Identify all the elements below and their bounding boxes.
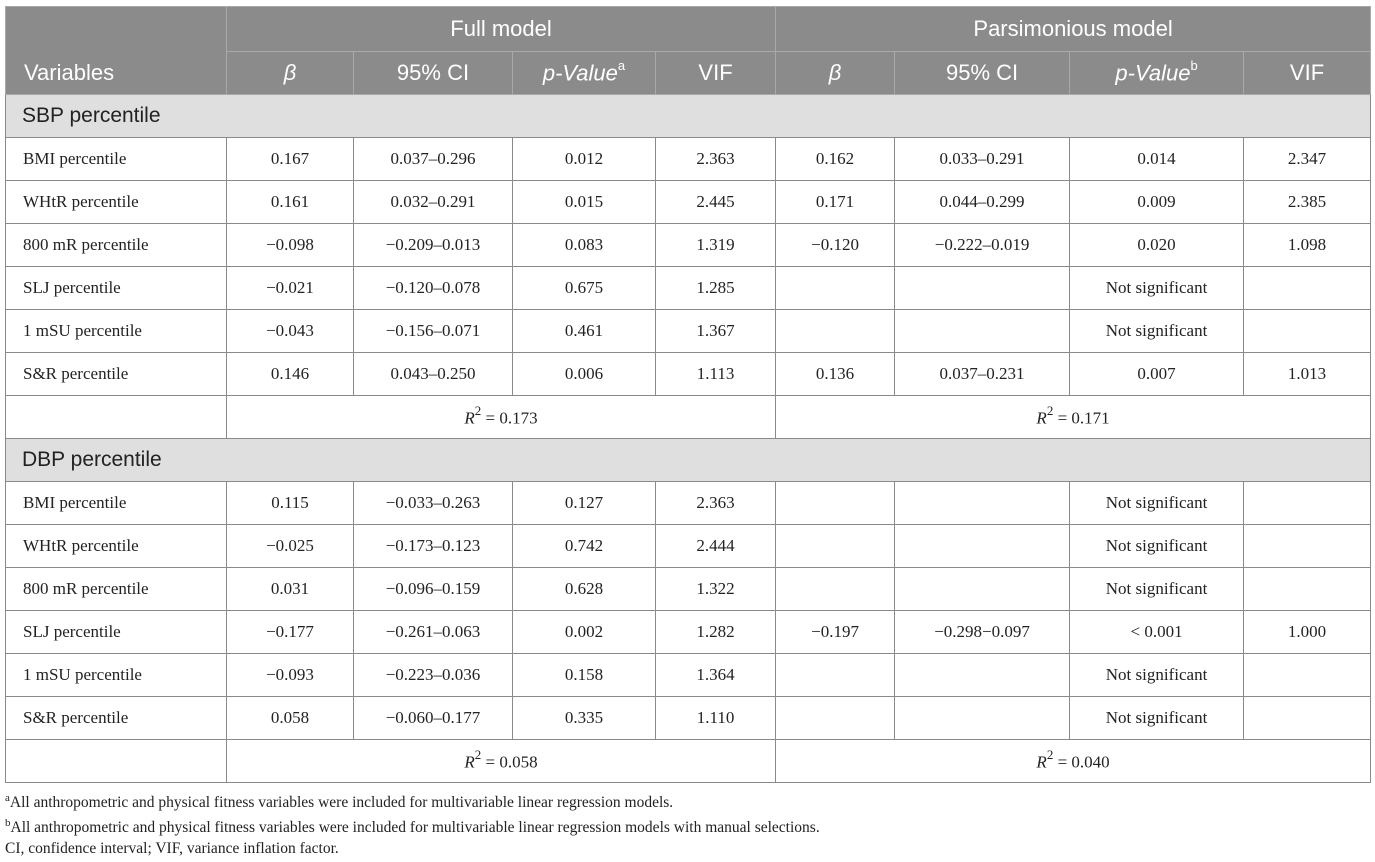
footnote-marker-b: b — [1190, 57, 1198, 73]
footnote-text: All anthropometric and physical fitness variables were included for multivariable linear regression models. — [9, 794, 674, 812]
pars-p-cell: 0.020 — [1070, 224, 1244, 267]
footnote — [5, 811, 1370, 836]
pars-vif-cell — [1244, 482, 1371, 525]
full-beta-cell: 0.031 — [227, 568, 354, 611]
full-beta-cell: −0.043 — [227, 310, 354, 353]
empty-cell — [6, 396, 227, 439]
variable-cell: WHtR percentile — [6, 181, 227, 224]
pars-p-cell: Not significant — [1070, 568, 1244, 611]
r-squared-exponent: 2 — [1046, 403, 1054, 419]
r-squared-full — [227, 740, 776, 783]
full-beta-cell: 0.146 — [227, 353, 354, 396]
pars-beta-cell — [776, 482, 895, 525]
full-vif-cell: 1.282 — [656, 611, 776, 654]
pars-p-cell: Not significant — [1070, 267, 1244, 310]
r-squared-label: R — [1036, 408, 1047, 428]
full-ci-cell: 0.032–0.291 — [354, 181, 513, 224]
r-squared-pars — [776, 740, 1371, 783]
pars-beta-cell — [776, 568, 895, 611]
pars-p-cell: Not significant — [1070, 697, 1244, 740]
table-row — [6, 181, 1371, 224]
full-p-cell: 0.742 — [513, 525, 656, 568]
full-vif-cell: 1.285 — [656, 267, 776, 310]
table-row — [6, 224, 1371, 267]
header-row-groups — [6, 7, 1371, 52]
table-row — [6, 353, 1371, 396]
pars-beta-cell — [776, 267, 895, 310]
variable-cell: 800 mR percentile — [6, 224, 227, 267]
full-ci-cell: −0.156–0.071 — [354, 310, 513, 353]
variable-cell: BMI percentile — [6, 482, 227, 525]
pars-ci-cell: 0.033–0.291 — [895, 138, 1070, 181]
pars-ci-cell: −0.298−0.097 — [895, 611, 1070, 654]
r-squared-label: R — [1036, 752, 1047, 772]
table-row — [6, 267, 1371, 310]
full-p-cell: 0.461 — [513, 310, 656, 353]
full-ci-cell: 0.043–0.250 — [354, 353, 513, 396]
full-beta-cell: 0.058 — [227, 697, 354, 740]
pars-p-cell: 0.009 — [1070, 181, 1244, 224]
pars-beta-header: β — [776, 52, 895, 95]
pars-ci-cell: 0.037–0.231 — [895, 353, 1070, 396]
variables-header: Variables — [6, 7, 227, 95]
full-ci-cell: −0.261–0.063 — [354, 611, 513, 654]
variable-cell: SLJ percentile — [6, 267, 227, 310]
table-row — [6, 697, 1371, 740]
pars-vif-cell: 1.013 — [1244, 353, 1371, 396]
full-p-cell: 0.335 — [513, 697, 656, 740]
pars-beta-cell: 0.162 — [776, 138, 895, 181]
pars-p-cell: Not significant — [1070, 482, 1244, 525]
parsimonious-model-header: Parsimonious model — [776, 7, 1371, 52]
pars-beta-cell: 0.136 — [776, 353, 895, 396]
pars-vif-cell — [1244, 568, 1371, 611]
pars-ci-cell — [895, 310, 1070, 353]
footnote-text: All anthropometric and physical fitness variables were included for multivariable linear regression models with manual selections. — [10, 819, 820, 837]
full-vif-cell: 2.363 — [656, 138, 776, 181]
full-ci-cell: −0.120–0.078 — [354, 267, 513, 310]
full-p-cell: 0.015 — [513, 181, 656, 224]
r-squared-pars — [776, 396, 1371, 439]
full-pvalue-header — [513, 52, 656, 95]
pars-p-cell: < 0.001 — [1070, 611, 1244, 654]
pars-p-cell: Not significant — [1070, 525, 1244, 568]
section-header-row — [6, 439, 1371, 482]
full-ci-cell: −0.173–0.123 — [354, 525, 513, 568]
full-ci-header: 95% CI — [354, 52, 513, 95]
footnote — [5, 836, 1370, 861]
pvalue-label: p-Value — [1115, 60, 1191, 86]
section-title: DBP percentile — [6, 439, 1371, 482]
full-vif-cell: 2.363 — [656, 482, 776, 525]
footnote-marker: b — [5, 817, 11, 829]
full-p-cell: 0.127 — [513, 482, 656, 525]
r-squared-row — [6, 740, 1371, 783]
r-squared-value: = 0.173 — [481, 408, 538, 428]
full-ci-cell: −0.060–0.177 — [354, 697, 513, 740]
r-squared-label: R — [464, 408, 475, 428]
pars-ci-cell — [895, 568, 1070, 611]
full-beta-cell: −0.093 — [227, 654, 354, 697]
r-squared-exponent: 2 — [474, 747, 482, 763]
footnote — [5, 786, 1370, 811]
variable-cell: SLJ percentile — [6, 611, 227, 654]
footnote-marker: a — [5, 792, 10, 804]
pars-vif-cell — [1244, 697, 1371, 740]
full-p-cell: 0.006 — [513, 353, 656, 396]
full-vif-cell: 1.364 — [656, 654, 776, 697]
full-vif-cell: 1.113 — [656, 353, 776, 396]
pars-ci-cell: −0.222–0.019 — [895, 224, 1070, 267]
footnote-text: CI, confidence interval; VIF, variance inflation factor. — [5, 840, 339, 857]
full-vif-cell: 1.322 — [656, 568, 776, 611]
pars-vif-header: VIF — [1244, 52, 1371, 95]
r-squared-value: = 0.058 — [481, 752, 538, 772]
r-squared-value: = 0.040 — [1053, 752, 1110, 772]
variable-cell: 1 mSU percentile — [6, 654, 227, 697]
pars-vif-cell — [1244, 310, 1371, 353]
pars-ci-cell — [895, 525, 1070, 568]
r-squared-label: R — [464, 752, 475, 772]
variable-cell: BMI percentile — [6, 138, 227, 181]
pars-vif-cell: 2.347 — [1244, 138, 1371, 181]
full-beta-header: β — [227, 52, 354, 95]
full-vif-cell: 1.367 — [656, 310, 776, 353]
table-row — [6, 482, 1371, 525]
pars-ci-header: 95% CI — [895, 52, 1070, 95]
table-row — [6, 568, 1371, 611]
pars-beta-cell: −0.120 — [776, 224, 895, 267]
pars-vif-cell — [1244, 654, 1371, 697]
pars-beta-cell — [776, 654, 895, 697]
full-p-cell: 0.158 — [513, 654, 656, 697]
pars-beta-cell: 0.171 — [776, 181, 895, 224]
regression-table — [5, 6, 1371, 783]
r-squared-row — [6, 396, 1371, 439]
full-vif-cell: 2.445 — [656, 181, 776, 224]
table-body — [6, 95, 1371, 783]
full-model-header: Full model — [227, 7, 776, 52]
r-squared-full — [227, 396, 776, 439]
pars-ci-cell — [895, 267, 1070, 310]
full-p-cell: 0.628 — [513, 568, 656, 611]
full-ci-cell: 0.037–0.296 — [354, 138, 513, 181]
pars-vif-cell: 2.385 — [1244, 181, 1371, 224]
variable-cell: 800 mR percentile — [6, 568, 227, 611]
full-p-cell: 0.012 — [513, 138, 656, 181]
variable-cell: 1 mSU percentile — [6, 310, 227, 353]
variable-cell: S&R percentile — [6, 353, 227, 396]
r-squared-exponent: 2 — [474, 403, 482, 419]
full-vif-cell: 1.319 — [656, 224, 776, 267]
pars-pvalue-header — [1070, 52, 1244, 95]
full-beta-cell: −0.025 — [227, 525, 354, 568]
full-ci-cell: −0.223–0.036 — [354, 654, 513, 697]
pars-ci-cell: 0.044–0.299 — [895, 181, 1070, 224]
pars-p-cell: Not significant — [1070, 654, 1244, 697]
pars-p-cell: 0.007 — [1070, 353, 1244, 396]
table-row — [6, 138, 1371, 181]
footnotes — [5, 786, 1370, 861]
pars-ci-cell — [895, 482, 1070, 525]
full-beta-cell: 0.161 — [227, 181, 354, 224]
pars-ci-cell — [895, 654, 1070, 697]
full-p-cell: 0.675 — [513, 267, 656, 310]
full-vif-cell: 1.110 — [656, 697, 776, 740]
full-ci-cell: −0.209–0.013 — [354, 224, 513, 267]
pars-beta-cell — [776, 697, 895, 740]
pars-p-cell: Not significant — [1070, 310, 1244, 353]
table-row — [6, 525, 1371, 568]
table-row — [6, 654, 1371, 697]
pars-ci-cell — [895, 697, 1070, 740]
section-header-row — [6, 95, 1371, 138]
pars-vif-cell — [1244, 525, 1371, 568]
full-beta-cell: −0.098 — [227, 224, 354, 267]
pars-beta-cell: −0.197 — [776, 611, 895, 654]
pvalue-label: p-Value — [542, 60, 618, 86]
full-beta-cell: −0.021 — [227, 267, 354, 310]
pars-p-cell: 0.014 — [1070, 138, 1244, 181]
pars-vif-cell: 1.000 — [1244, 611, 1371, 654]
r-squared-value: = 0.171 — [1053, 408, 1110, 428]
footnote-marker-a: a — [617, 57, 626, 73]
pars-vif-cell — [1244, 267, 1371, 310]
pars-beta-cell — [776, 525, 895, 568]
full-vif-header: VIF — [656, 52, 776, 95]
empty-cell — [6, 740, 227, 783]
full-beta-cell: 0.167 — [227, 138, 354, 181]
variable-cell: S&R percentile — [6, 697, 227, 740]
full-ci-cell: −0.033–0.263 — [354, 482, 513, 525]
full-ci-cell: −0.096–0.159 — [354, 568, 513, 611]
full-p-cell: 0.083 — [513, 224, 656, 267]
section-title: SBP percentile — [6, 95, 1371, 138]
r-squared-exponent: 2 — [1046, 747, 1054, 763]
table-row — [6, 310, 1371, 353]
full-beta-cell: 0.115 — [227, 482, 354, 525]
full-p-cell: 0.002 — [513, 611, 656, 654]
variable-cell: WHtR percentile — [6, 525, 227, 568]
full-beta-cell: −0.177 — [227, 611, 354, 654]
full-vif-cell: 2.444 — [656, 525, 776, 568]
table-row — [6, 611, 1371, 654]
pars-vif-cell: 1.098 — [1244, 224, 1371, 267]
pars-beta-cell — [776, 310, 895, 353]
